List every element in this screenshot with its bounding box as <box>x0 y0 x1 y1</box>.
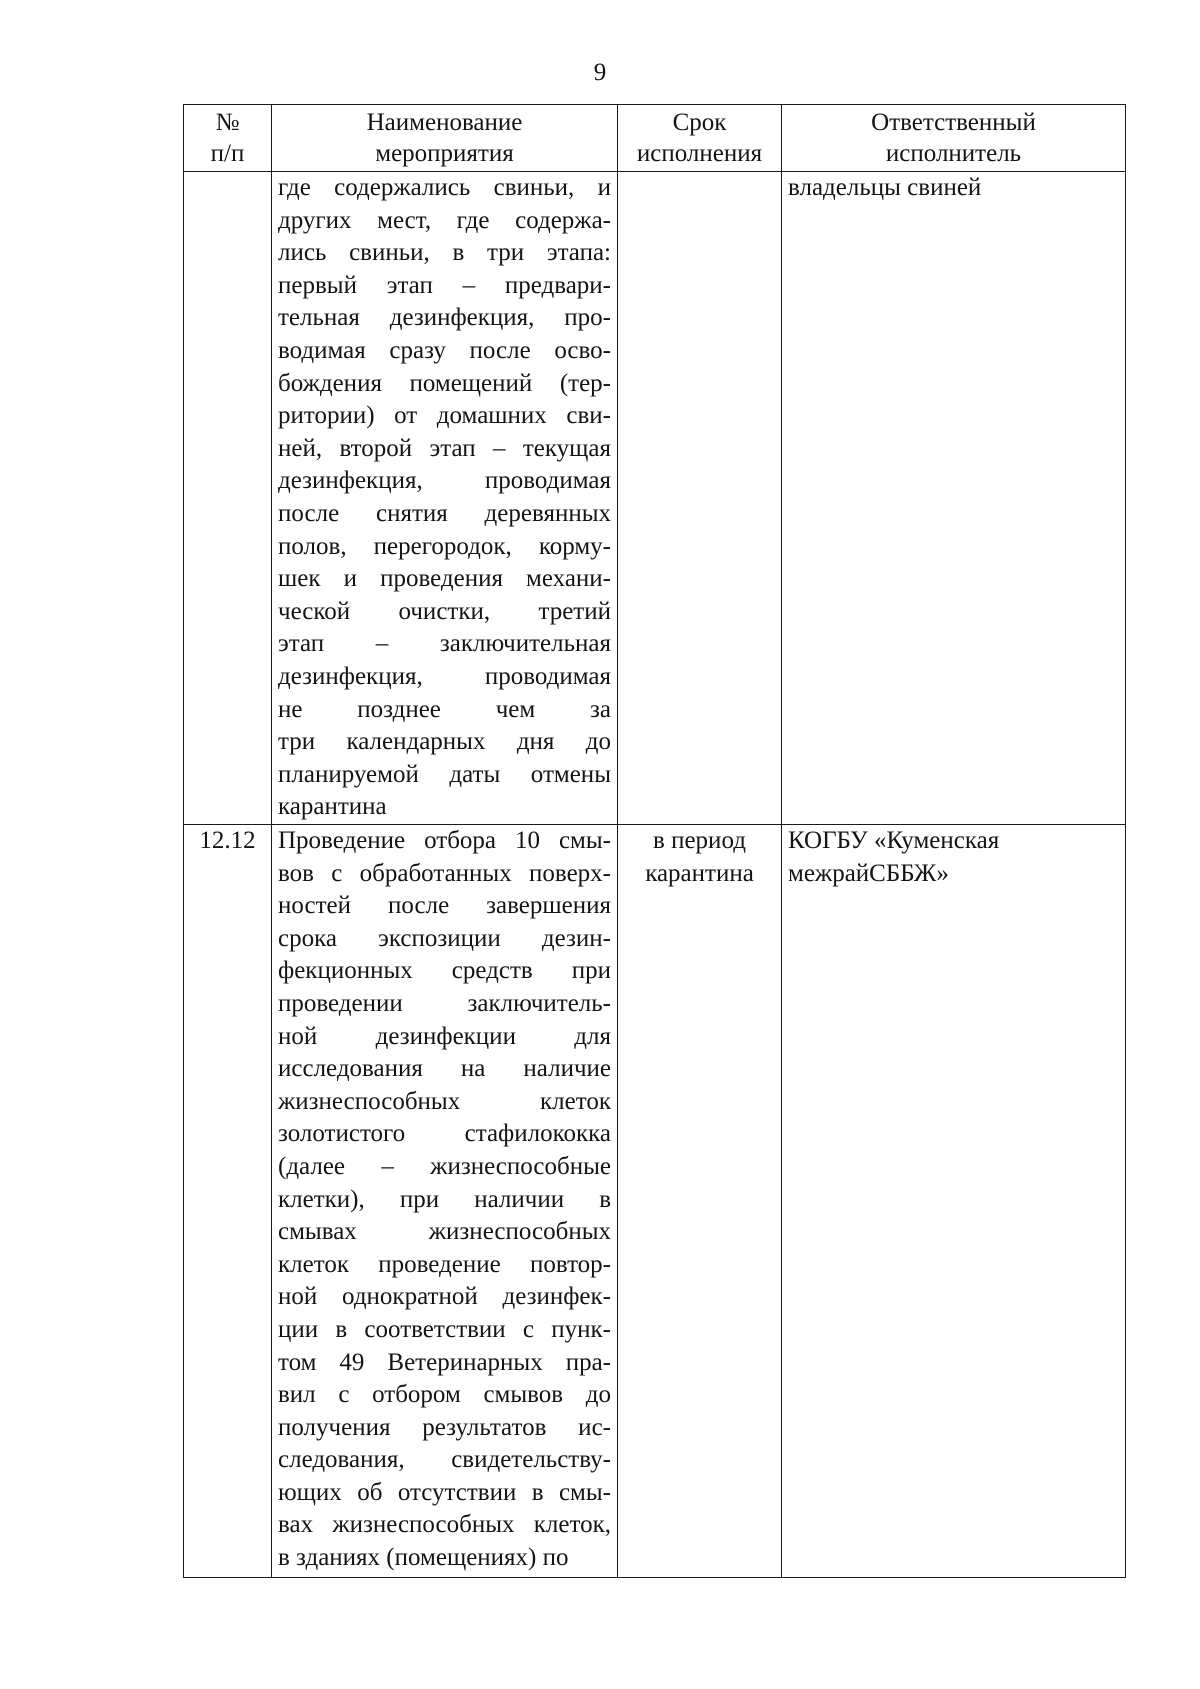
cell-text-line: владельцы свиней <box>788 174 982 201</box>
page-number: 9 <box>593 59 607 86</box>
cell-text-line: исследования на наличие <box>278 1055 611 1083</box>
table-row <box>184 825 1126 1578</box>
cell-text-line: ритории) от домашних сви- <box>278 402 611 430</box>
cell-text-line: ной однократной дезинфек- <box>278 1283 611 1311</box>
cell-text-line: получения результатов ис- <box>278 1413 611 1441</box>
row-executor <box>782 825 1126 1578</box>
cell-text-line: смывах жизнеспособных <box>278 1218 611 1246</box>
cell-text-line: в период <box>653 827 746 854</box>
cell-text-line: после снятия деревянных <box>278 499 611 527</box>
cell-text-line: ции в соответствии с пунк- <box>278 1315 611 1343</box>
cell-text-line: планируемой даты отмены <box>278 760 611 788</box>
header-name: Наименование мероприятия <box>272 105 618 172</box>
header-num: № п/п <box>184 105 272 172</box>
cell-text-line: КОГБУ «Куменская <box>788 827 1000 854</box>
cell-text-line: первый этап – предвари- <box>278 271 611 299</box>
cell-text-line: ной дезинфекции для <box>278 1022 611 1050</box>
cell-text-line: не позднее чем за <box>278 695 611 723</box>
row-term <box>618 172 782 825</box>
cell-text-line: вах жизнеспособных клеток, <box>278 1511 611 1539</box>
measures-table <box>183 104 1126 1578</box>
cell-text-line: три календарных дня до <box>278 728 611 756</box>
cell-text-line: полов, перегородок, корму- <box>278 532 611 560</box>
row-measure-name <box>272 172 618 825</box>
table-header-row <box>184 105 1126 172</box>
cell-text-line: межрайСББЖ» <box>788 859 949 887</box>
cell-text-line: лись свиньи, в три этапа: <box>278 239 611 267</box>
cell-text-line: ческой очистки, третий <box>278 597 611 625</box>
row-executor <box>782 172 1126 825</box>
cell-text-line: тельная дезинфекция, про- <box>278 304 611 332</box>
cell-text-line: других мест, где содержа- <box>278 206 611 234</box>
cell-text-line: клеток проведение повтор- <box>278 1250 611 1278</box>
cell-text-line: срока экспозиции дезин- <box>278 924 611 952</box>
cell-text-line: бождения помещений (тер- <box>278 369 611 397</box>
row-number <box>184 172 272 825</box>
cell-text-line: проведении заключитель- <box>278 989 611 1017</box>
cell-text-line: вил с отбором смывов до <box>278 1381 611 1409</box>
cell-text-line: ней, второй этап – текущая <box>278 434 611 462</box>
cell-text-line: клетки), при наличии в <box>278 1185 611 1213</box>
cell-text-line: этап – заключительная <box>278 630 611 658</box>
cell-text-line: шек и проведения механи- <box>278 565 611 593</box>
cell-text-line: (далее – жизнеспособные <box>278 1152 611 1180</box>
cell-text-line: вов с обработанных поверх- <box>278 859 611 887</box>
cell-text-line: Проведение отбора 10 смы- <box>278 827 611 854</box>
cell-text-line: следования, свидетельству- <box>278 1446 611 1474</box>
cell-text-line: карантина <box>645 859 754 887</box>
cell-text-line: фекционных средств при <box>278 957 611 985</box>
cell-text-line: том 49 Ветеринарных пра- <box>278 1348 611 1376</box>
cell-text-line: карантина <box>278 793 387 821</box>
cell-text-line: где содержались свиньи, и <box>278 174 611 201</box>
header-term: Срок исполнения <box>618 105 782 172</box>
row-measure-name <box>272 825 618 1578</box>
header-executor: Ответственный исполнитель <box>782 105 1126 172</box>
row-number: 12.12 <box>184 825 272 1578</box>
cell-text-line: жизнеспособных клеток <box>278 1087 611 1115</box>
row-term <box>618 825 782 1578</box>
cell-text-line: золотистого стафилококка <box>278 1120 611 1148</box>
cell-text-line: в зданиях (помещениях) по <box>278 1544 569 1572</box>
cell-text-line: ющих об отсутствии в смы- <box>278 1478 611 1506</box>
cell-text-line: дезинфекция, проводимая <box>278 467 611 495</box>
cell-text-line: дезинфекция, проводимая <box>278 662 611 690</box>
cell-text-line: ностей после завершения <box>278 892 611 920</box>
table-row <box>184 172 1126 825</box>
cell-text-line: водимая сразу после осво- <box>278 336 611 364</box>
